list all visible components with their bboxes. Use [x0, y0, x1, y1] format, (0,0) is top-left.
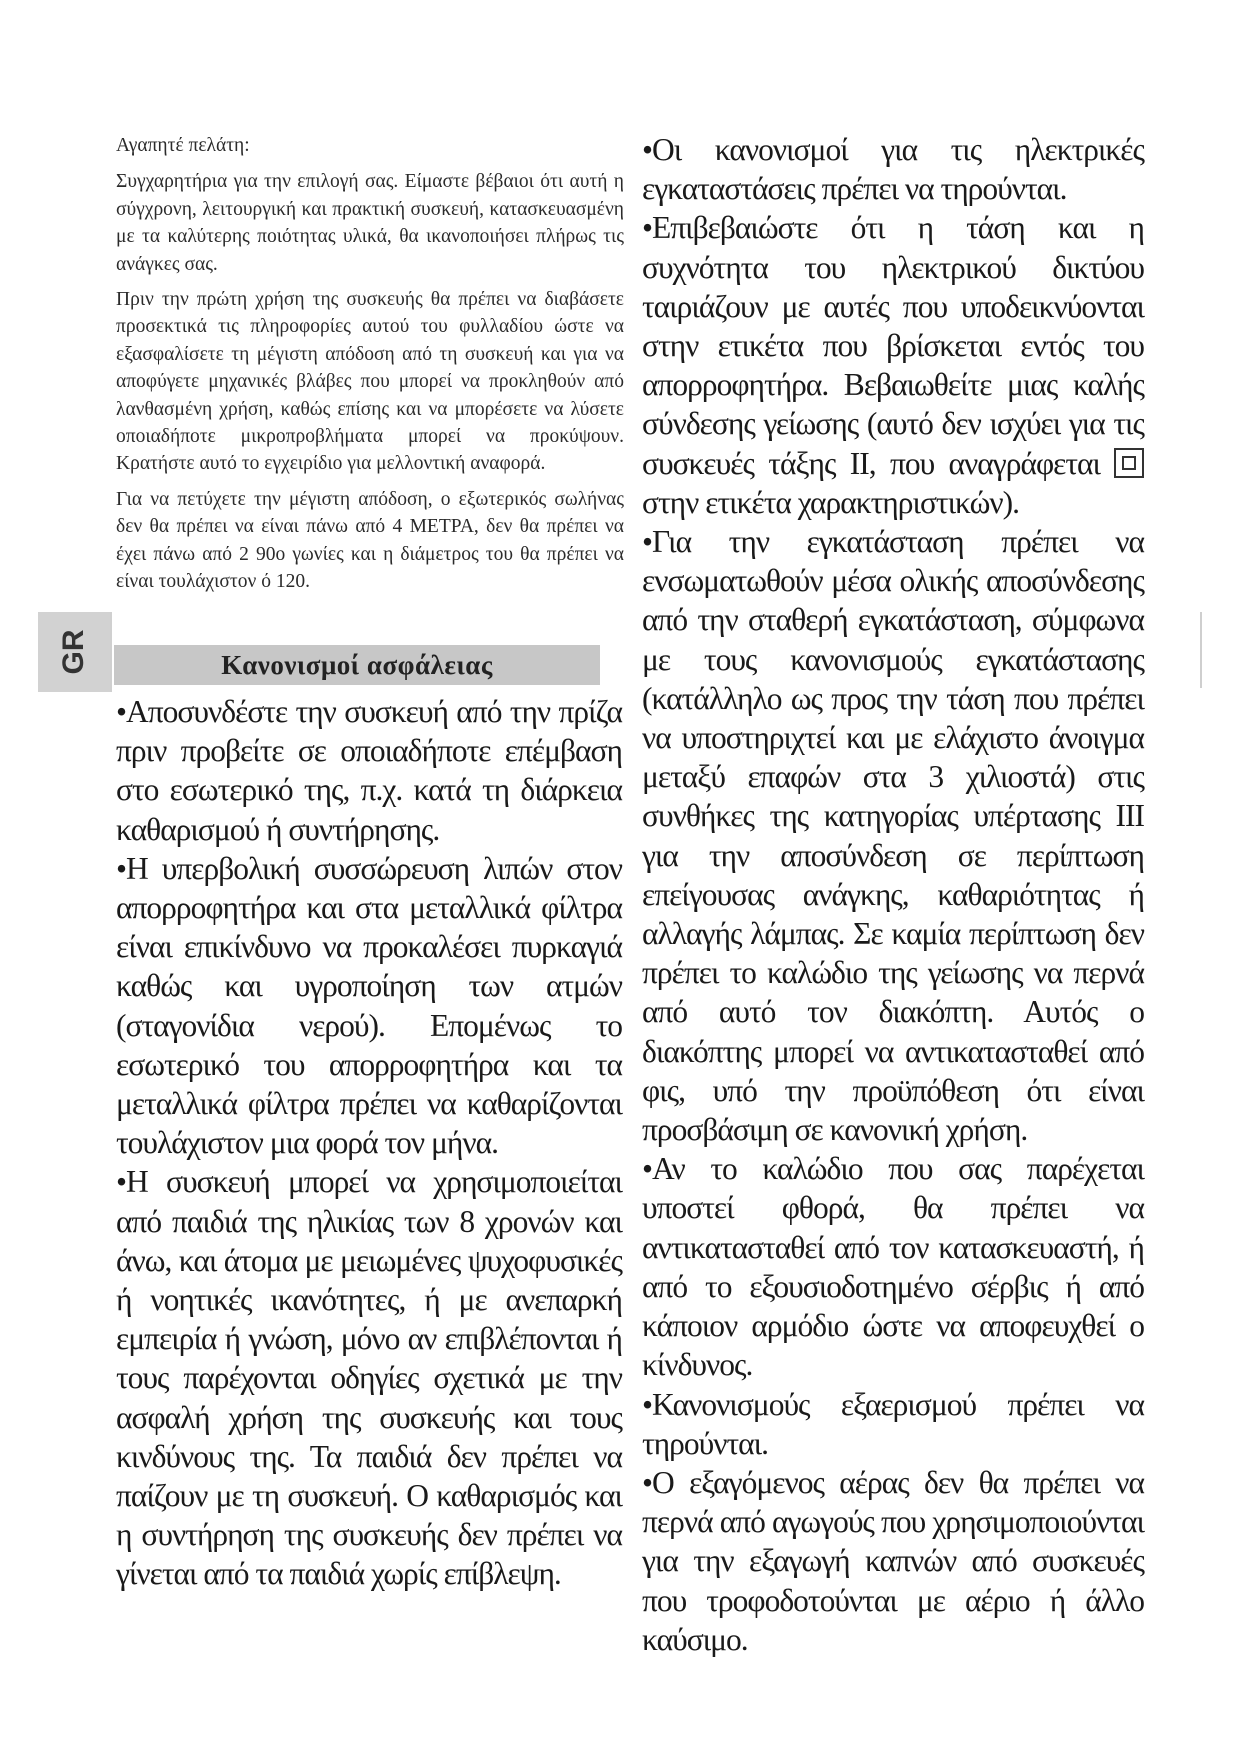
safety-list-right: [642, 130, 1144, 1659]
safety-item: •Για την εγκατάσταση πρέπει να ενσωματωθούν μέσα ολικής αποσύνδεσης από την σταθερή εγκατάσταση, σύμφωνα με τους κανονισμούς εγκατάστασης (κατάλληλο ως προς την τάση που πρέπει να υποστηριχτεί και με ελάχιστο άνοιγμα μεταξύ επαφών στα 3 χιλιοστά) στις συνθήκες της κατηγορίας υπέρτασης III για την αποσύνδεση σε περίπτωση επείγουσας ανάγκης, καθαριότητας ή αλλαγής λάμπας. Σε καμία περίπτωση δεν πρέπει το καλώδιο της γείωσης να περνά από αυτό τον διακόπτη. Αυτός ο διακόπτης μπορεί να αντικατασταθεί από φις, υπό την προϋπόθεση ότι είναι προσβάσιμη σε κανονική χρήση.: [642, 524, 1144, 1148]
safety-item: •Οι κανονισμοί για τις ηλεκτρικές εγκαταστάσεις πρέπει να τηρούνται.: [642, 132, 1144, 207]
intro-paragraph-3: Για να πετύχετε την μέγιστη απόδοση, ο εξωτερικός σωλήνας δεν θα πρέπει να είναι πάνω από 4 ΜΕΤΡΑ, δεν θα πρέπει να έχει πάνω από 2 90ο γωνίες και η διάμετρος του θα πρέπει να είναι τουλάχιστον ό 120.: [116, 488, 624, 593]
language-tab: [38, 612, 110, 692]
safety-item: [642, 208, 1144, 522]
intro-paragraph-2: Πριν την πρώτη χρήση της συσκευής θα πρέπει να διαβάσετε προσεκτικά τις πληροφορίες αυτού του φυλλαδίου ώστε να εξασφαλίσετε τη μέγιστη απόδοση από τη συσκευή και για να αποφύγετε μηχανικές βλάβες που μπορεί να προκληθούν από λανθασμένη χρήση, καθώς επίσης και να μπορέσετε να λύσετε οποιαδήποτε μικροπροβλήματα μπορεί να προκύψουν. Κρατήστε αυτό το εγχειρίδιο για μελλοντική αναφορά.: [116, 289, 624, 475]
language-tab-label: GR: [57, 629, 90, 675]
margin-rule-left: [110, 612, 112, 692]
safety-item: •Η συσκευή μπορεί να χρησιμοποιείται από παιδιά της ηλικίας των 8 χρονών και άνω, και άτομα με μειωμένες ψυχοφυσικές ή νοητικές ικανότητες, ή με ανεπαρκή εμπειρία ή γνώση, μόνο αν επιβλέπονται ή τους παρέχονται οδηγίες σχετικά με την ασφαλή χρήση της συσκευής και τους κινδύνους της. Τα παιδιά δεν πρέπει να παίζουν με τη συσκευή. Ο καθαρισμός και η συντήρηση της συσκευής δεν πρέπει να γίνεται από τα παιδιά χωρίς επίβλεψη.: [116, 1164, 622, 1592]
safety-item: •Κανονισμούς εξαερισμού πρέπει να τηρούνται.: [642, 1386, 1144, 1461]
safety-item: •Αποσυνδέστε την συσκευή από την πρίζα πριν προβείτε σε οποιαδήποτε επέμβαση στο εσωτερικό της, π.χ. κατά τη διάρκεια καθαρισμού ή συντήρησης.: [116, 694, 622, 847]
safety-item-text: •Επιβεβαιώστε ότι η τάση και η συχνότητα του ηλεκτρικού δικτύου ταιριάζουν με αυτές που υποδεικνύονται στην ετικέτα που βρίσκεται εντός του απορροφητήρα. Βεβαιωθείτε μιας καλής σύνδεσης γείωσης (αυτό δεν ισχύει για τις συσκευές τάξης II, που αναγράφεται: [642, 210, 1144, 481]
safety-item: •Ο εξαγόμενος αέρας δεν θα πρέπει να περνά από αγωγούς που χρησιμοποιούνται για την εξαγωγή καπνών από συσκευές που τροφοδοτούνται με αέριο ή άλλο καύσιμο.: [642, 1464, 1144, 1657]
safety-item: •Η υπερβολική συσσώρευση λιπών στον απορροφητήρα και στα μεταλλικά φίλτρα είναι επικίνδυνο να προκαλέσει πυρκαγιά καθώς και υγροποίηση των ατμών (σταγονίδια νερού). Επομένως το εσωτερικό του απορροφητήρα και τα μεταλλικά φίλτρα πρέπει να καθαρίζονται τουλάχιστον μια φορά τον μήνα.: [116, 850, 622, 1161]
safety-item: •Αν το καλώδιο που σας παρέχεται υποστεί φθορά, θα πρέπει να αντικατασταθεί από τον κατασκευαστή, ή από το εξουσιοδοτημένο σέρβις ή από κάποιον αρμόδιο ώστε να αποφευχθεί ο κίνδυνος.: [642, 1151, 1144, 1383]
double-square-class2-icon: [1114, 448, 1144, 478]
greeting: Αγαπητέ πελάτη:: [116, 135, 250, 156]
section-heading-safety: Κανονισμοί ασφάλειας: [114, 645, 600, 685]
margin-rule-right: [1200, 612, 1202, 688]
intro-paragraph-1: Συγχαρητήρια για την επιλογή σας. Είμαστε βέβαιοι ότι αυτή η σύγχρονη, λειτουργική και πρακτική συσκευή, κατασκευασμένη με τα καλύτερης ποιότητας υλικά, θα ικανοποιήσει πλήρως τις ανάγκες σας.: [116, 171, 624, 275]
safety-item-text-cont: στην ετικέτα χαρακτηριστικών).: [642, 484, 1019, 520]
safety-list-left: [116, 692, 622, 1594]
left-column: [116, 132, 624, 604]
